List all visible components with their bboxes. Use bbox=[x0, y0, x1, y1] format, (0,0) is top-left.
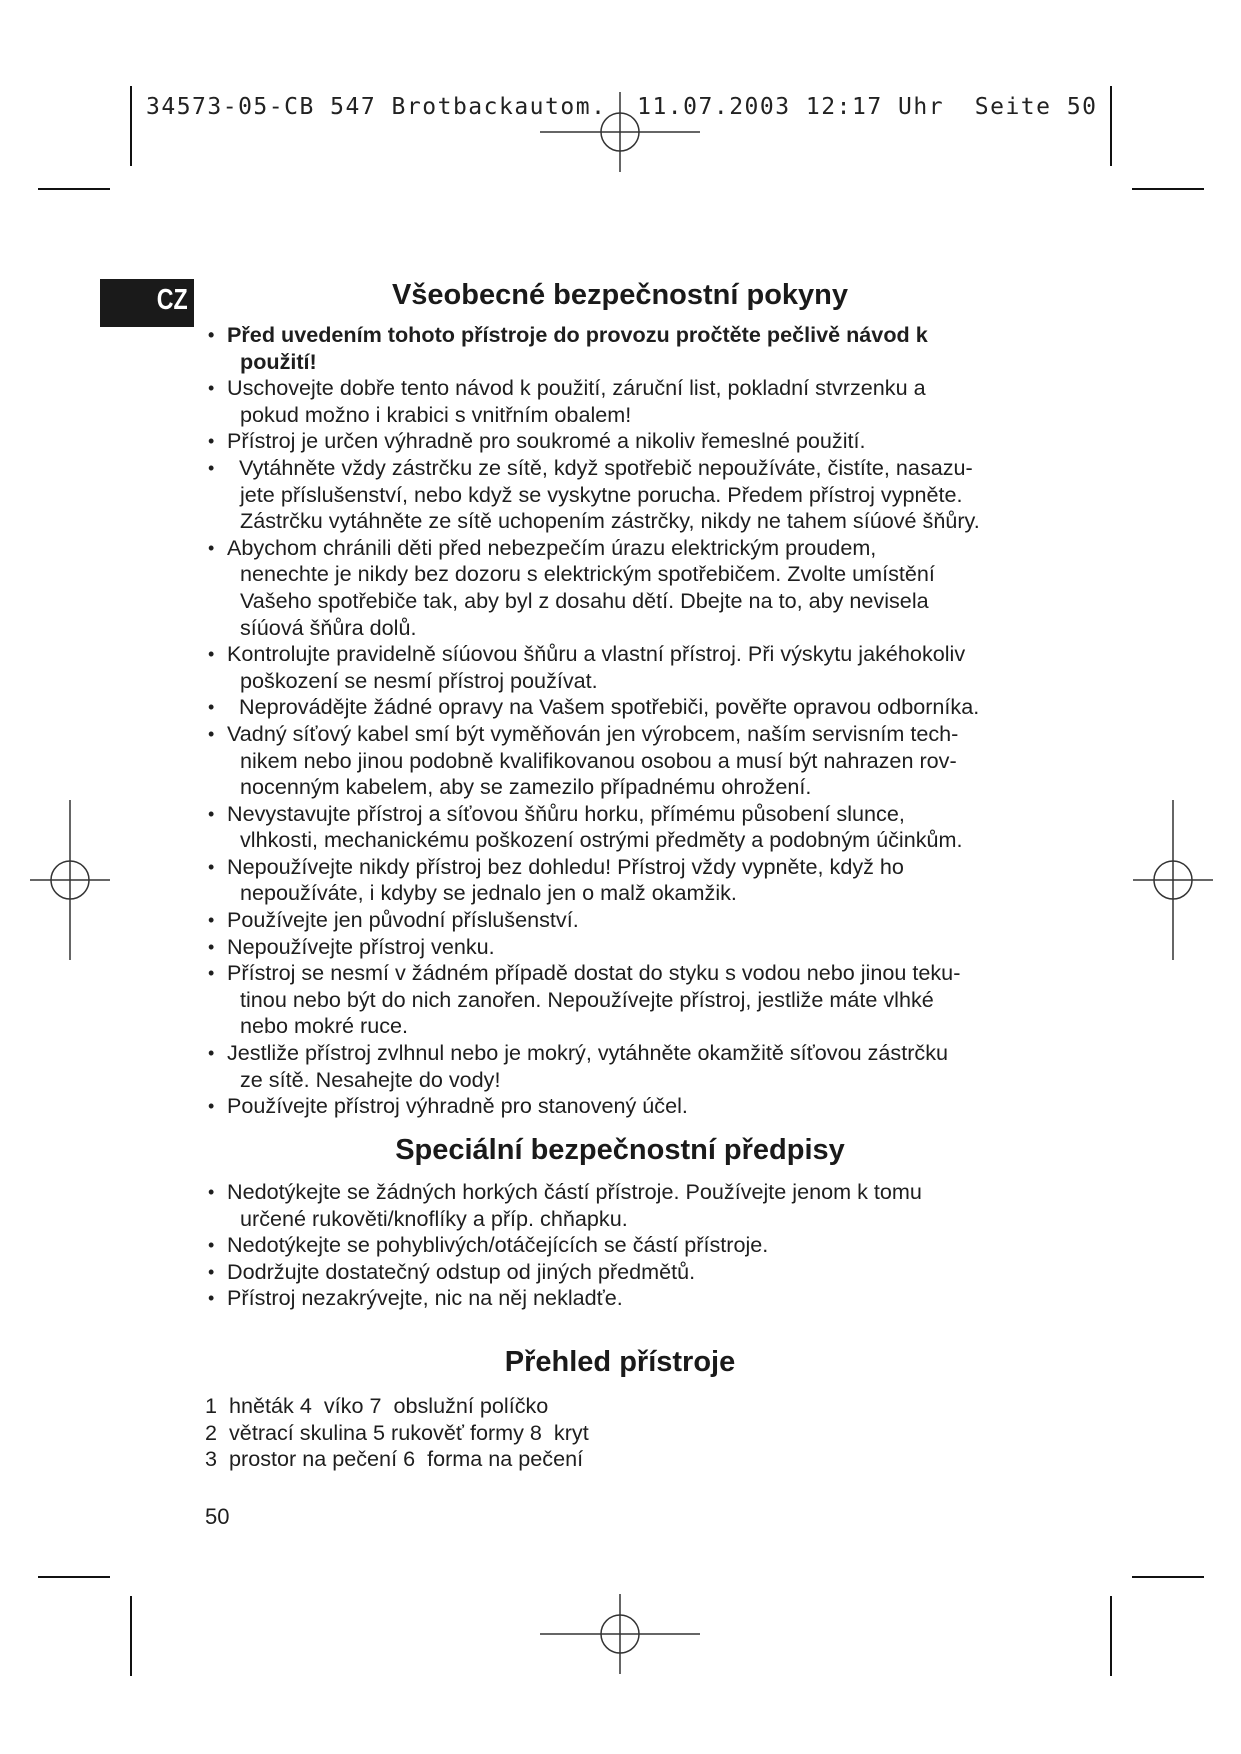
overview-row: 1 hněták 4 víko 7 obslužní políčko bbox=[205, 1393, 549, 1418]
overview-row: 3 prostor na pečení 6 forma na pečení bbox=[205, 1446, 584, 1472]
list-item-first-line: • Přístroj nezakrývejte, nic na něj nekladťe. bbox=[227, 1285, 623, 1311]
registration-mark-right-icon bbox=[1133, 800, 1213, 960]
list-item bbox=[205, 907, 1035, 934]
general-safety-section bbox=[205, 279, 1035, 1120]
list-item-continuation: určené rukověti/knoflíky a příp. chňapku. bbox=[240, 1205, 628, 1231]
general-safety-list bbox=[205, 322, 1035, 1120]
list-item-first-line: • Nepoužívejte přístroj venku. bbox=[227, 933, 495, 959]
list-item bbox=[205, 694, 1035, 721]
overview-section bbox=[205, 1346, 1035, 1473]
list-item bbox=[205, 854, 1035, 907]
crop-mark-top-right-vertical bbox=[1110, 86, 1112, 166]
list-item bbox=[205, 1285, 1035, 1312]
special-safety-title: Speciální bezpečnostní předpisy bbox=[395, 1134, 845, 1166]
list-item bbox=[205, 322, 1035, 375]
list-item-first-line: • Používejte přístroj výhradně pro stanovený účel. bbox=[227, 1093, 688, 1119]
list-item-first-line: • Jestliže přístroj zvlhnul nebo je mokrý, vytáhněte okamžitě síťovou zástrčku bbox=[227, 1040, 948, 1066]
list-item-first-line: • Vytáhněte vždy zástrčku ze sítě, když spotřebič nepoužíváte, čistíte, nasazu- bbox=[227, 454, 973, 480]
list-item-first-line: • Neprovádějte žádné opravy na Vašem spotřebiči, pověřte opravou odborníka. bbox=[227, 694, 980, 720]
list-item-first-line: • Vadný síťový kabel smí být vyměňován jen výrobcem, naším servisním tech- bbox=[227, 720, 959, 746]
list-item-continuation: ze sítě. Nesahejte do vody! bbox=[240, 1066, 501, 1092]
list-item-continuation: pokud možno i krabici s vnitřním obalem! bbox=[240, 401, 632, 427]
language-tab bbox=[100, 279, 194, 327]
list-item-continuation: poškození se nesmí přístroj používat. bbox=[240, 667, 598, 693]
language-tab-label: CZ bbox=[157, 284, 188, 316]
crop-mark-top-left-vertical bbox=[130, 86, 132, 166]
list-item bbox=[205, 801, 1035, 854]
list-item-first-line: • Nedotýkejte se žádných horkých částí přístroje. Používejte jenom k tomu bbox=[227, 1179, 922, 1204]
list-item-first-line: • Používejte jen původní příslušenství. bbox=[227, 907, 579, 933]
registration-mark-bottom-icon bbox=[540, 1594, 700, 1674]
special-safety-list bbox=[205, 1179, 1035, 1312]
list-item-first-line: • Kontrolujte pravidelně síúovou šňůru a vlastní přístroj. Při výskytu jakéhokoliv bbox=[227, 641, 966, 667]
list-item-first-line: • Před uvedením tohoto přístroje do provozu pročtěte pečlivě návod k bbox=[227, 322, 928, 347]
crop-mark-bottom-left-horizontal bbox=[38, 1576, 110, 1578]
list-item-continuation: nenechte je nikdy bez dozoru s elektrickým spotřebičem. Zvolte umístění Vašeho spotřebiče tak, aby byl z dosahu dětí. Dbejte na to, aby nevisela síúová šňůra dolů. bbox=[240, 561, 935, 640]
list-item bbox=[205, 535, 1035, 641]
list-item-first-line: • Uschovejte dobře tento návod k použití, záruční list, pokladní stvrzenku a bbox=[227, 375, 926, 401]
list-item-first-line: • Nevystavujte přístroj a síťovou šňůru horku, přímému působení slunce, bbox=[227, 800, 905, 826]
list-item-first-line: • Nedotýkejte se pohyblivých/otáčejících se částí přístroje. bbox=[227, 1232, 769, 1258]
list-item bbox=[205, 455, 1035, 535]
page-number: 50 bbox=[205, 1504, 230, 1529]
list-item-first-line: • Nepoužívejte nikdy přístroj bez dohledu! Přístroj vždy vypněte, když ho bbox=[227, 853, 904, 879]
list-item-continuation: vlhkosti, mechanickému poškození ostrými předměty a podobným účinkům. bbox=[240, 827, 963, 853]
list-item-first-line: • Přístroj je určen výhradně pro soukromé a nikoliv řemeslné použití. bbox=[227, 428, 866, 454]
crop-mark-bottom-right-horizontal bbox=[1132, 1576, 1204, 1578]
crop-mark-bottom-left-vertical bbox=[130, 1596, 132, 1676]
list-item bbox=[205, 1040, 1035, 1093]
list-item-first-line: • Dodržujte dostatečný odstup od jiných předmětů. bbox=[227, 1258, 696, 1284]
list-item bbox=[205, 960, 1035, 1040]
list-item-continuation: použití! bbox=[240, 348, 317, 374]
general-safety-title: Všeobecné bezpečnostní pokyny bbox=[391, 279, 849, 311]
list-item-continuation: nepoužíváte, i kdyby se jednalo jen o malž okamžik. bbox=[240, 880, 737, 906]
list-item bbox=[205, 1259, 1035, 1286]
list-item bbox=[205, 721, 1035, 801]
list-item bbox=[205, 934, 1035, 961]
list-item-first-line: • Přístroj se nesmí v žádném případě dostat do styku s vodou nebo jinou teku- bbox=[227, 960, 961, 986]
registration-mark-left-icon bbox=[30, 800, 110, 960]
list-item bbox=[205, 1179, 1035, 1232]
list-item bbox=[205, 375, 1035, 428]
list-item-continuation: nikem nebo jinou podobně kvalifikovanou osobou a musí být nahrazen rov- nocenným kabelem, aby se zamezilo případnému ohrožení. bbox=[240, 747, 957, 800]
crop-mark-bottom-right-vertical bbox=[1110, 1596, 1112, 1676]
list-item-continuation: tinou nebo být do nich zanořen. Nepoužívejte přístroj, jestliže máte vlhké nebo mokré ruce. bbox=[240, 986, 934, 1039]
list-item-continuation: jete příslušenství, nebo když se vyskytne porucha. Předem přístroj vypněte. Zástrčku vytáhněte ze sítě uchopením zástrčky, nikdy ne tahem síúové šňůry. bbox=[240, 481, 980, 534]
list-item bbox=[205, 428, 1035, 455]
overview-list bbox=[205, 1393, 1035, 1473]
overview-row: 2 větrací skulina 5 rukověť formy 8 kryt bbox=[205, 1419, 589, 1445]
list-item bbox=[205, 641, 1035, 694]
special-safety-section bbox=[205, 1134, 1035, 1312]
crop-mark-top-left-horizontal bbox=[38, 188, 110, 190]
list-item bbox=[205, 1232, 1035, 1259]
crop-mark-top-right-horizontal bbox=[1132, 188, 1204, 190]
list-item-first-line: • Abychom chránili děti před nebezpečím úrazu elektrickým proudem, bbox=[227, 534, 877, 560]
overview-title: Přehled přístroje bbox=[504, 1346, 736, 1378]
print-header: 34573-05-CB 547 Brotbackautom. 11.07.2003 12:17 Uhr Seite 50 bbox=[146, 94, 1098, 120]
list-item bbox=[205, 1093, 1035, 1120]
